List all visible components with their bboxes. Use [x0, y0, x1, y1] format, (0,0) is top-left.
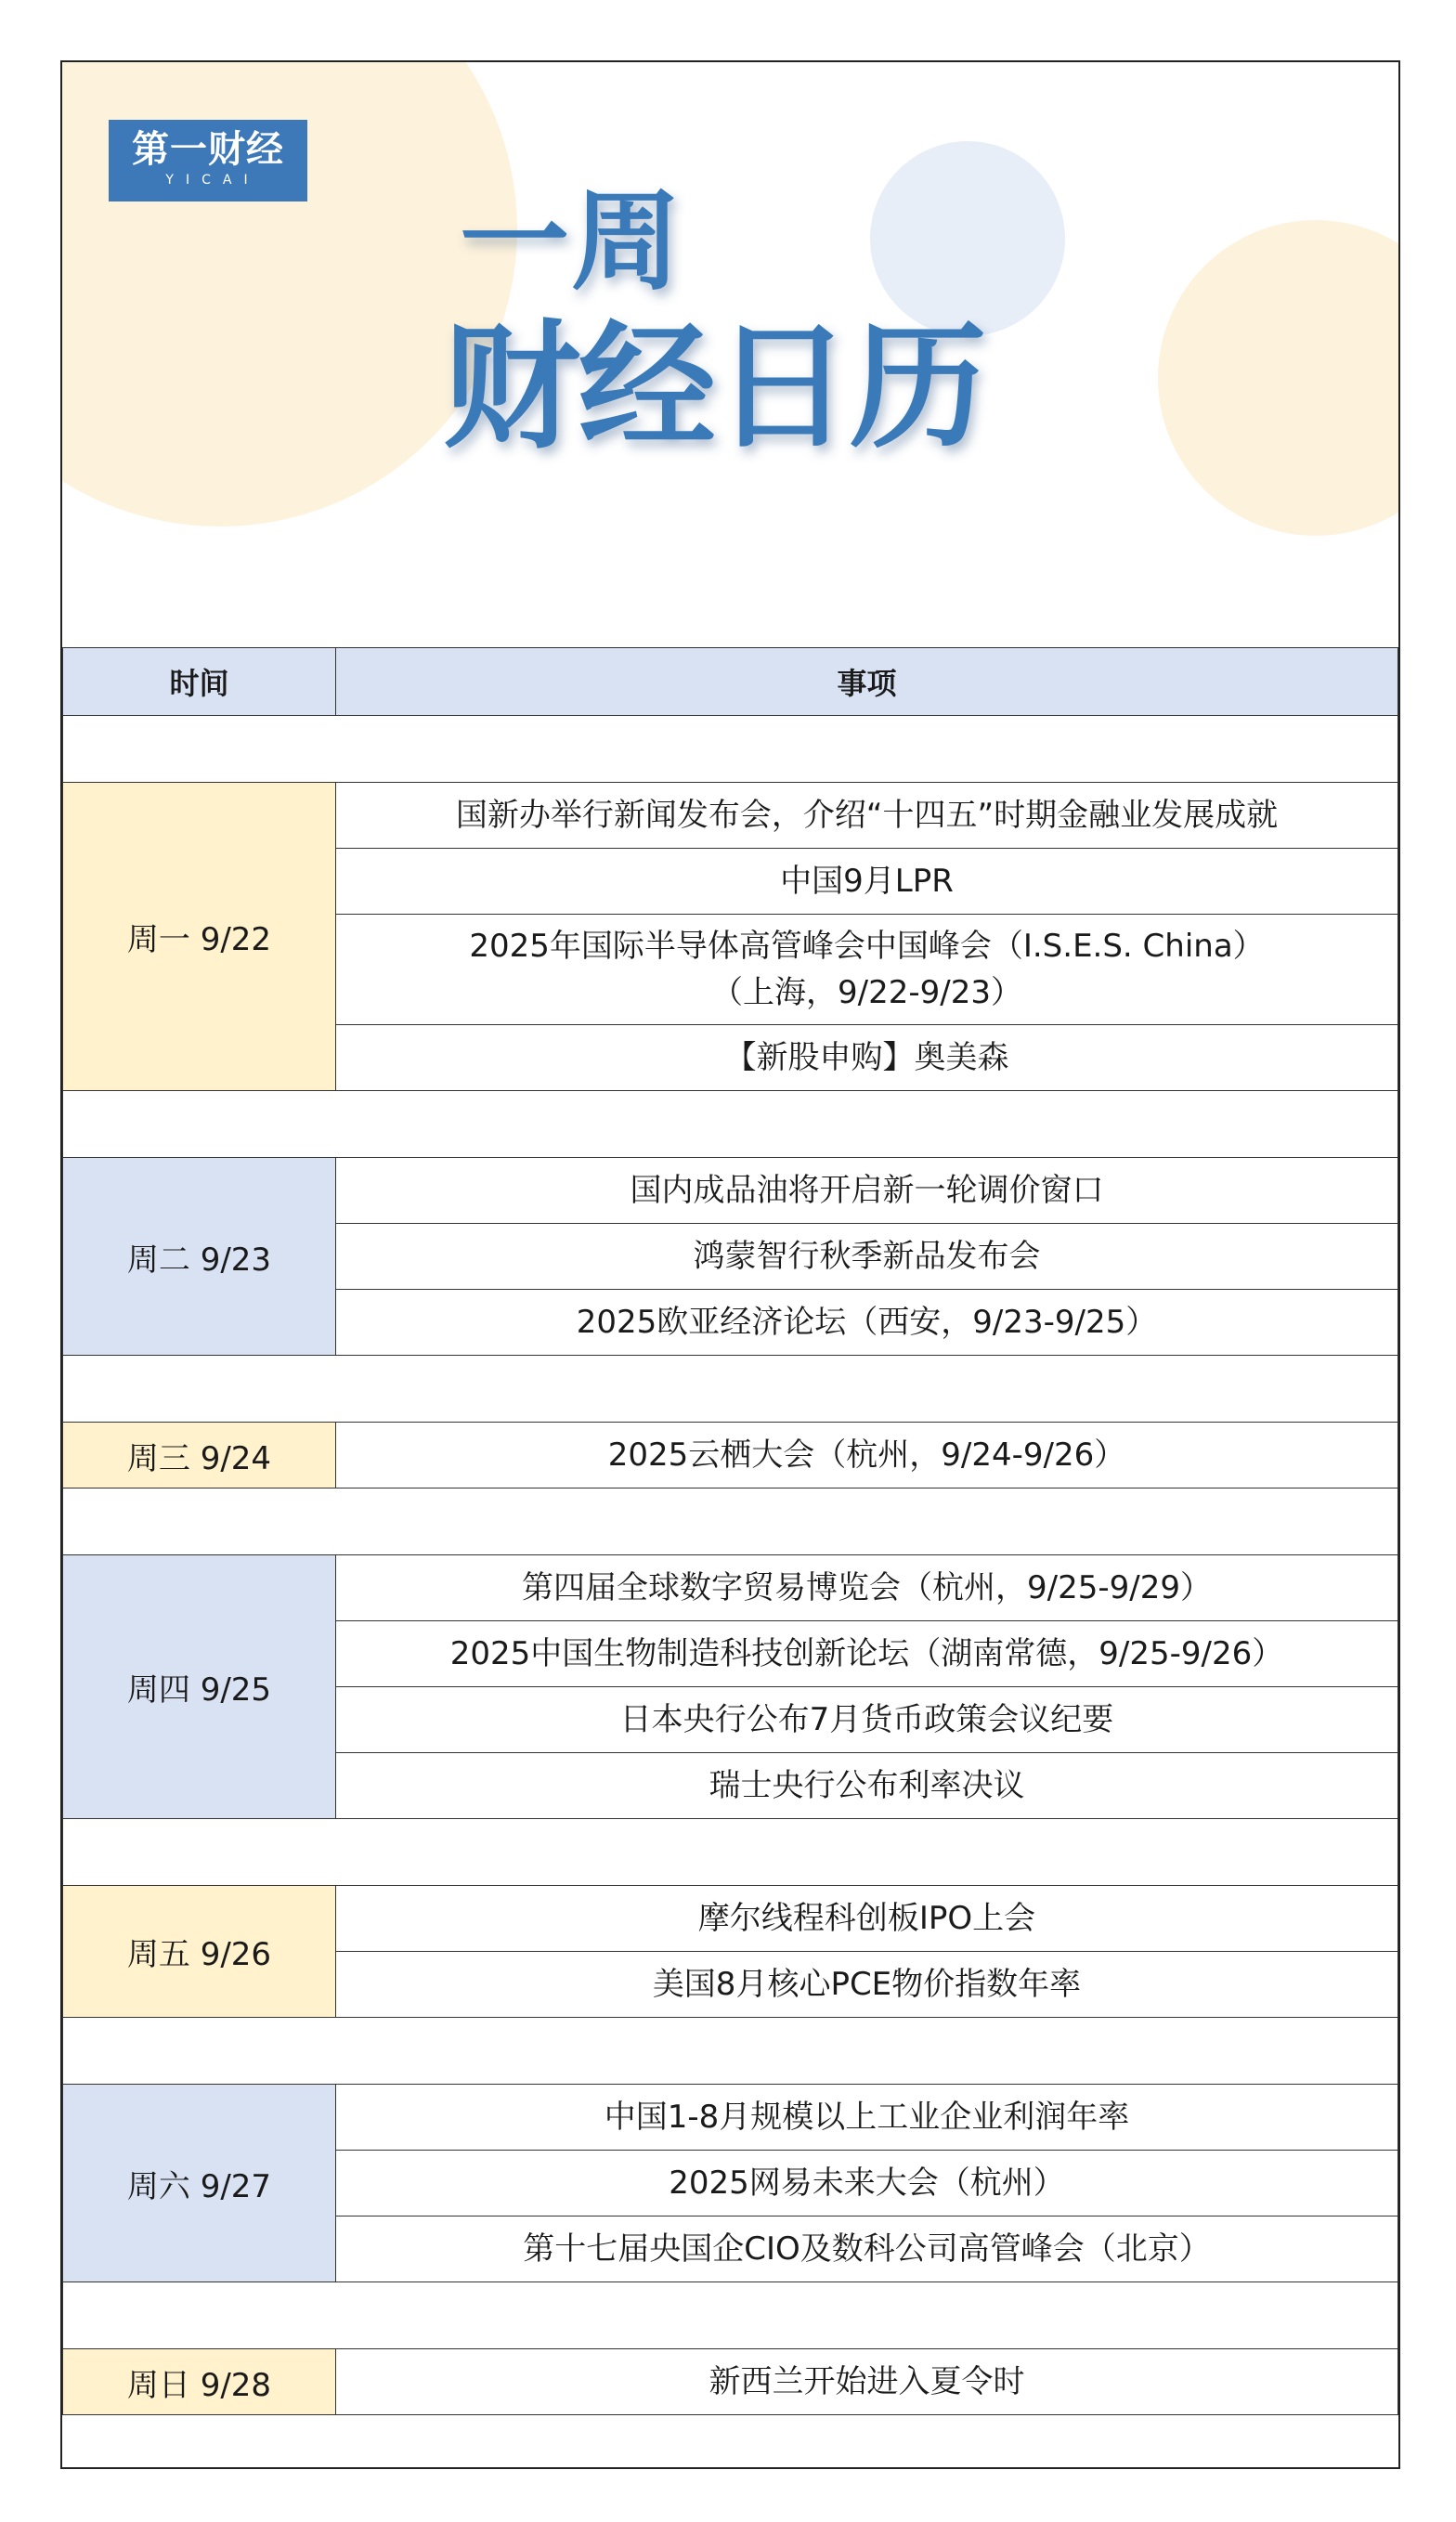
- table-row: [63, 1158, 1398, 1224]
- logo-subtext: YICAI: [165, 173, 260, 188]
- event-text: 第十七届央国企CIO及数科公司高管峰会（北京）: [523, 2230, 1211, 2268]
- event-cell: [336, 2349, 1398, 2415]
- calendar-table: [62, 647, 1398, 2415]
- event-text: 中国1-8月规模以上工业企业利润年率: [604, 2099, 1130, 2136]
- event-text: 2025中国生物制造科技创新论坛（湖南常德，9/25-9/26）: [449, 1635, 1284, 1672]
- day-cell: 周六 9/27: [63, 2085, 336, 2282]
- day-cell: 周日 9/28: [63, 2349, 336, 2415]
- hero-banner: [62, 62, 1398, 649]
- spacer-row: [63, 1091, 1398, 1158]
- event-cell: [336, 2151, 1398, 2216]
- event-text: 日本央行公布7月货币政策会议纪要: [619, 1701, 1114, 1738]
- table-row: [63, 1555, 1398, 1621]
- event-cell: [336, 2216, 1398, 2282]
- event-cell: [336, 783, 1398, 849]
- day-cell: 周五 9/26: [63, 1886, 336, 2018]
- event-cell: [336, 1886, 1398, 1952]
- header-time: 时间: [63, 648, 336, 716]
- day-cell: 周一 9/22: [63, 783, 336, 1091]
- event-cell: [336, 1621, 1398, 1687]
- table-row: [63, 783, 1398, 849]
- event-text: 2025欧亚经济论坛（西安，9/23-9/25）: [576, 1304, 1158, 1341]
- event-text: （上海，9/22-9/23）: [711, 974, 1022, 1011]
- calendar-body: [63, 716, 1398, 2415]
- event-cell: [336, 2085, 1398, 2151]
- event-text: 国内成品油将开启新一轮调价窗口: [630, 1172, 1104, 1209]
- table-row: [63, 2085, 1398, 2151]
- day-cell: 周四 9/25: [63, 1555, 336, 1819]
- event-cell: [336, 1025, 1398, 1091]
- spacer-row: [63, 1356, 1398, 1423]
- title-line-2: 财经日历: [443, 307, 985, 467]
- header-event: 事项: [336, 648, 1398, 716]
- event-cell: [336, 1290, 1398, 1356]
- title-line-1: 一周: [460, 177, 683, 306]
- spacer-cell: [63, 1488, 1398, 1555]
- event-cell: [336, 1753, 1398, 1819]
- event-text: 第四届全球数字贸易博览会（杭州，9/25-9/29）: [522, 1569, 1212, 1606]
- table-row: [63, 2349, 1398, 2415]
- event-text: 【新股申购】奥美森: [724, 1039, 1009, 1076]
- event-text: 2025云栖大会（杭州，9/24-9/26）: [607, 1436, 1126, 1474]
- event-text: 摩尔线程科创板IPO上会: [697, 1900, 1036, 1937]
- spacer-cell: [63, 1356, 1398, 1423]
- spacer-cell: [63, 716, 1398, 783]
- table-row: [63, 1886, 1398, 1952]
- day-cell: 周二 9/23: [63, 1158, 336, 1356]
- event-cell: [336, 1224, 1398, 1290]
- spacer-cell: [63, 1819, 1398, 1886]
- spacer-row: [63, 1819, 1398, 1886]
- event-cell: [336, 1952, 1398, 2018]
- day-cell: 周三 9/24: [63, 1423, 336, 1488]
- event-cell: [336, 1687, 1398, 1753]
- event-text: 鸿蒙智行秋季新品发布会: [693, 1238, 1041, 1275]
- decor-circle-right: [1158, 220, 1398, 536]
- event-text: 中国9月LPR: [780, 863, 954, 900]
- yicai-logo: [109, 120, 307, 202]
- event-cell: [336, 1158, 1398, 1224]
- event-cell: [336, 1555, 1398, 1621]
- spacer-cell: [63, 1091, 1398, 1158]
- event-text: 美国8月核心PCE物价指数年率: [652, 1966, 1082, 2003]
- table-row: [63, 1423, 1398, 1488]
- event-text: 瑞士央行公布利率决议: [708, 1767, 1025, 1804]
- spacer-cell: [63, 2018, 1398, 2085]
- table-header-row: [63, 648, 1398, 716]
- event-text: 2025网易未来大会（杭州）: [669, 2164, 1065, 2202]
- event-cell: [336, 1423, 1398, 1488]
- event-text: 新西兰开始进入夏令时: [708, 2363, 1025, 2400]
- spacer-row: [63, 1488, 1398, 1555]
- event-text: 国新办举行新闻发布会，介绍“十四五”时期金融业发展成就: [455, 797, 1279, 834]
- spacer-row: [63, 2282, 1398, 2349]
- event-cell: [336, 849, 1398, 915]
- event-text: 2025年国际半导体高管峰会中国峰会（I.S.E.S. China）: [469, 928, 1265, 965]
- spacer-row: [63, 2018, 1398, 2085]
- event-cell: [336, 915, 1398, 1025]
- calendar-poster: [60, 60, 1400, 2469]
- spacer-cell: [63, 2282, 1398, 2349]
- logo-text: 第一财经: [132, 128, 284, 171]
- spacer-row: [63, 716, 1398, 783]
